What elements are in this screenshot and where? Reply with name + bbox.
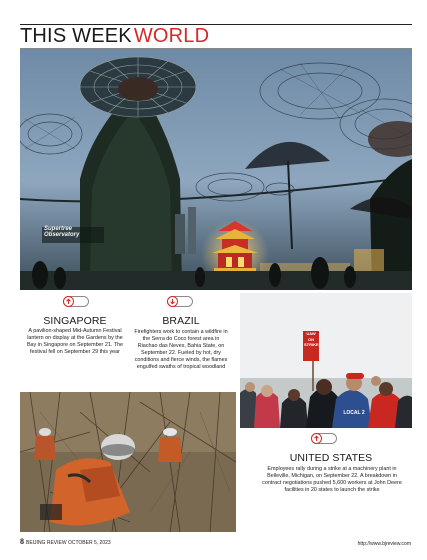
united-states-caption: Employees rally during a strike at a machinery plant in Belleville, Michigan, on September 22. A breakdown in contract negotiations pushed 5,600 workers at John Deere facilities in 20 states to launch the strike — [262, 466, 402, 493]
supertree-sign-line1: Supertree — [44, 226, 73, 232]
strike-sign-main: ON STRIKE — [304, 337, 319, 347]
header-world: WORLD — [133, 25, 210, 47]
brazil-photo — [20, 392, 236, 532]
singapore-trend-toggle — [63, 296, 89, 307]
united-states-trend-toggle — [311, 433, 337, 444]
brazil-title: BRAZIL — [162, 315, 200, 327]
united-states-title: UNITED STATES — [289, 452, 373, 464]
footer-url: http://www.bjreview.com — [357, 541, 411, 547]
singapore-title: SINGAPORE — [43, 315, 107, 327]
trend-up-icon — [63, 296, 74, 307]
united-states-photo — [240, 293, 412, 428]
footer-left — [20, 539, 111, 546]
singapore-caption: A pavilion-shaped Mid-Autumn Festival lantern on display at the Gardens by the Bay in Singapore on September 21. The festival fell on September 29 this year — [26, 328, 124, 355]
trend-up-icon — [311, 433, 322, 444]
supertree-sign-line2: Observatory — [44, 232, 80, 238]
page-number: 8 — [20, 537, 24, 546]
trend-down-icon — [167, 296, 178, 307]
supertree-sign — [44, 226, 79, 238]
brazil-trend-toggle — [167, 296, 193, 307]
publication-line: BEIJING REVIEW OCTOBER 5, 2023 — [26, 540, 111, 546]
shirt-text: LOCAL 2 — [343, 410, 365, 416]
singapore-photo — [20, 49, 412, 290]
brazil-caption: Firefighters work to contain a wildfire in the Serra do Coco forest area in Riachao das Neves, Bahia State, on September 22. Fueled by hot, dry conditions and fierce winds, the flames engulfed swaths of tropical woodland — [134, 329, 228, 370]
section-header — [20, 25, 209, 47]
strike-sign-top: UAW — [306, 331, 316, 336]
strike-sign — [303, 331, 319, 361]
header-this-week: THIS WEEK — [20, 25, 132, 47]
